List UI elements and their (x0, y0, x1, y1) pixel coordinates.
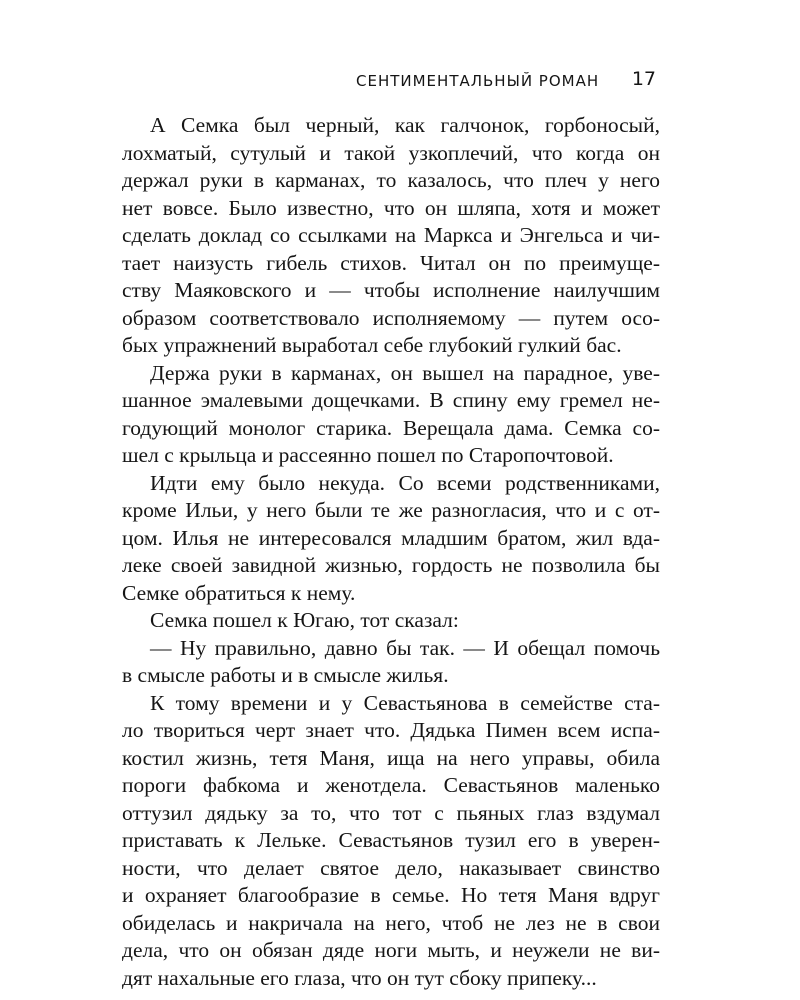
text-line: держал руки в карманах, то казалось, что плеч у него (122, 168, 660, 192)
text-line: оттузил дядьку за то, что тот с пьяных глаз вздумал (122, 800, 660, 825)
text-line: А Семка был черный, как галчонок, горбоносый, (150, 113, 660, 137)
running-header (356, 68, 656, 96)
text-line: шел с крыльца и рассеянно пошел по Старопочтовой. (122, 443, 614, 467)
text-line: кроме Ильи, у него были те же разногласия, что и с от- (122, 498, 660, 522)
text-line: цом. Илья не интересовался младшим братом, жил вда- (122, 525, 660, 550)
text-line: обиделась и накричала на него, чтоб не лез не в свои (122, 910, 660, 935)
text-line: бых упражнений выработал себе глубокий гулкий бас. (122, 333, 622, 357)
text-line: ности, что делает святое дело, наказывает свинство (122, 855, 660, 880)
text-line: — Ну правильно, давно бы так. — И обещал помочь (150, 635, 660, 660)
text-line: Семке обратиться к нему. (122, 580, 356, 605)
text-line: нет вовсе. Было известно, что он шляпа, хотя и может (122, 195, 660, 220)
running-title: СЕНТИМЕНТАЛЬНЫЙ РОМАН (356, 72, 600, 90)
text-line: сделать доклад со ссылками на Маркса и Энгельса и чи- (122, 223, 660, 247)
page-number: 17 (631, 68, 656, 90)
text-line: тает наизусть гибель стихов. Читал он по преимуще- (122, 250, 660, 275)
text-line: приставать к Лельке. Севастьянов тузил его в уверен- (122, 828, 660, 852)
page-body-text (122, 112, 660, 992)
text-line: К тому времени и у Севастьянова в семействе ста- (150, 690, 660, 715)
text-line: дела, что он обязан дяде ноги мыть, и неужели не ви- (122, 938, 660, 962)
text-line: дят нахальные его глаза, что он тут сбоку припеку... (122, 965, 597, 990)
text-line: леке своей завидной жизнью, гордость не позволила бы (122, 553, 660, 577)
text-line: годующий монолог старика. Верещала дама. Семка со- (122, 415, 660, 440)
text-line: лохматый, сутулый и такой узкоплечий, что когда он (122, 140, 660, 165)
text-line: и охраняет благообразие в семье. Но тетя Маня вдруг (122, 883, 660, 907)
text-line: пороги фабкома и женотдела. Севастьянов маленько (122, 773, 660, 797)
text-line: Держа руки в карманах, он вышел на парадное, уве- (150, 360, 660, 385)
text-line: образом соответствовало исполняемому — путем осо- (122, 305, 660, 330)
text-line: в смысле работы и в смысле жилья. (122, 663, 449, 687)
text-line: ло твориться черт знает что. Дядька Пимен всем испа- (122, 718, 660, 742)
text-line: шанное эмалевыми дощечками. В спину ему гремел не- (122, 388, 660, 412)
text-line: Семка пошел к Югаю, тот сказал: (150, 608, 459, 632)
text-line: Идти ему было некуда. Со всеми родственниками, (150, 470, 660, 495)
text-line: ству Маяковского и — чтобы исполнение наилучшим (122, 278, 660, 302)
text-line: костил жизнь, тетя Маня, ища на него управы, обила (122, 745, 660, 770)
